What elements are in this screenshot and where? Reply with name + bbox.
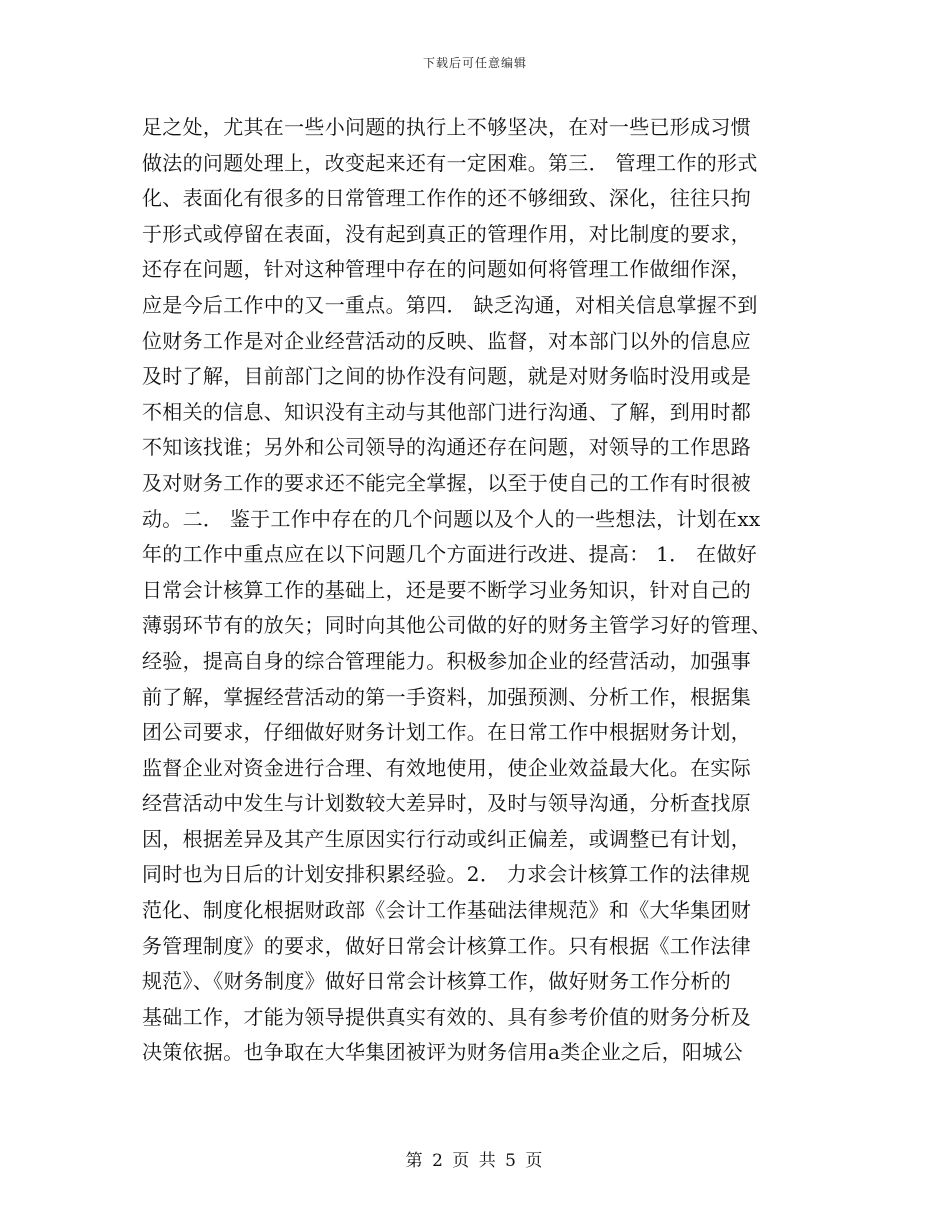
text-line: 及对财务工作的要求还不能完全掌握，以至于使自己的工作有时很被 bbox=[142, 470, 751, 495]
text-line: 因，根据差异及其产生原因实行行动或纠正偏差，或调整已有计划， bbox=[142, 826, 751, 851]
text-line: 做法的问题处理上，改变起来还有一定困难。第三． 管理工作的形式 bbox=[142, 150, 758, 175]
text-line: 年的工作中重点应在以下问题几个方面进行改进、提高： 1． 在做好 bbox=[142, 542, 758, 567]
text-line: 动。二． 鉴于工作中存在的几个问题以及个人的一些想法，计划在xx bbox=[142, 506, 761, 531]
text-line: 监督企业对资金进行合理、有效地使用，使企业效益最大化。在实际 bbox=[142, 755, 751, 780]
text-line: 及时了解，目前部门之间的协作没有问题，就是对财务临时没用或是 bbox=[142, 364, 751, 389]
text-line: 经验，提高自身的综合管理能力。积极参加企业的经营活动，加强事 bbox=[142, 648, 751, 673]
text-line: 范化、制度化根据财政部《会计工作基础法律规范》和《大华集团财 bbox=[142, 898, 751, 923]
text-line: 前了解，掌握经营活动的第一手资料，加强预测、分析工作，根据集 bbox=[142, 684, 751, 709]
page-header: 下载后可任意编辑 bbox=[422, 56, 527, 70]
text-line: 化、表面化有很多的日常管理工作作的还不够细致、深化，往往只拘 bbox=[142, 186, 751, 211]
text-line: 基础工作，才能为领导提供真实有效的、具有参考价值的财务分析及 bbox=[142, 1004, 751, 1029]
text-line: 薄弱环节有的放矢；同时向其他公司做的好的财务主管学习好的管理、 bbox=[142, 613, 772, 638]
text-line: 团公司要求，仔细做好财务计划工作。在日常工作中根据财务计划， bbox=[142, 720, 751, 745]
document-body bbox=[142, 110, 810, 1071]
text-line: 日常会计核算工作的基础上，还是要不断学习业务知识，针对自己的 bbox=[142, 577, 751, 602]
text-line: 足之处，尤其在一些小问题的执行上不够坚决，在对一些已形成习惯 bbox=[142, 115, 751, 139]
text-line: 不相关的信息、知识没有主动与其他部门进行沟通、了解，到用时都 bbox=[142, 399, 751, 424]
text-line: 应是今后工作中的又一重点。第四． 缺乏沟通，对相关信息掌握不到 bbox=[142, 292, 758, 317]
text-line: 不知该找谁；另外和公司领导的沟通还存在问题，对领导的工作思路 bbox=[142, 435, 751, 460]
text-line: 位财务工作是对企业经营活动的反映、监督，对本部门以外的信息应 bbox=[142, 328, 751, 353]
text-line: 经营活动中发生与计划数较大差异时，及时与领导沟通，分析查找原 bbox=[142, 791, 751, 816]
text-line: 务管理制度》的要求，做好日常会计核算工作。只有根据《工作法律 bbox=[142, 933, 751, 958]
page-number: 第 2 页 共 5 页 bbox=[405, 1151, 545, 1171]
text-line: 规范》、《财务制度》做好日常会计核算工作，做好财务工作分析的 bbox=[142, 969, 731, 994]
text-line: 同时也为日后的计划安排积累经验。2． 力求会计核算工作的法律规 bbox=[142, 862, 751, 887]
text-line: 决策依据。也争取在大华集团被评为财务信用a类企业之后，阳城公 bbox=[142, 1040, 743, 1065]
text-line: 还存在问题，针对这种管理中存在的问题如何将管理工作做细作深， bbox=[142, 257, 751, 282]
text-line: 于形式或停留在表面，没有起到真正的管理作用，对比制度的要求， bbox=[142, 221, 751, 246]
